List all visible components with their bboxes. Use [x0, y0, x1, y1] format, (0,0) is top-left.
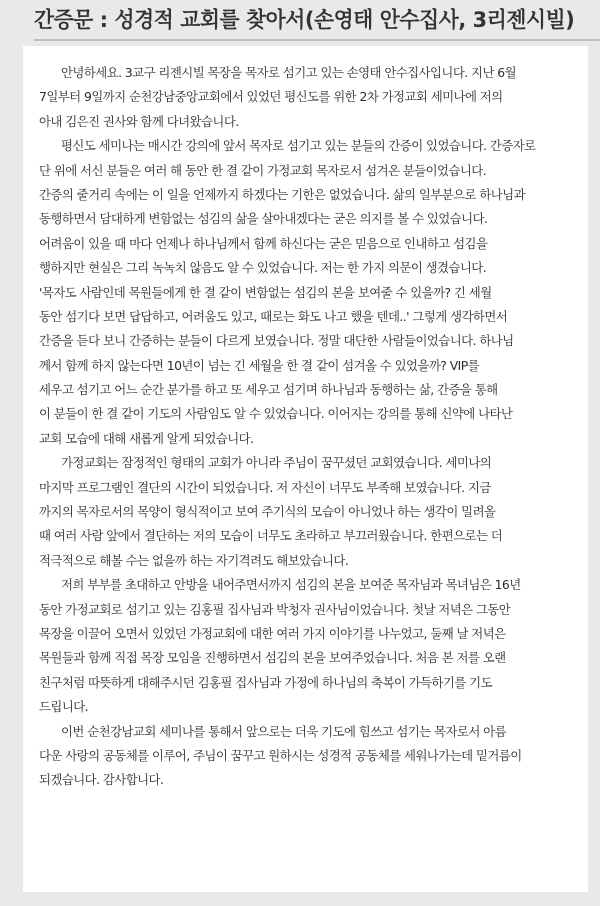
text-line: 까지의 목자로서의 목양이 형식적이고 보여 주기식의 모습이 아니었나 하는 생각이 밀려올: [39, 504, 496, 520]
text-line: 되겠습니다. 감사합니다.: [39, 772, 164, 788]
text-line: 안녕하세요. 3교구 리젠시빌 목장을 목자로 섬기고 있는 손영태 안수집사입니다. 지난 6월: [61, 65, 517, 80]
text-line: 드립니다.: [39, 699, 89, 715]
text-line: 적극적으로 해볼 수는 없을까 하는 자기격려도 해보았습니다.: [39, 552, 349, 568]
article-body: [39, 61, 579, 793]
text-line: 친구처럼 따뜻하게 대해주시던 김홍필 집사님과 가정에 하나님의 축복이 가득하기를 기도: [39, 674, 493, 690]
text-line: 세우고 섬기고 어느 순간 분가를 하고 또 세우고 섬기며 하나님과 동행하는 삶, 간증을 통해: [39, 382, 498, 398]
text-line: 동안 섬기다 보면 답답하고, 어려움도 있고, 때로는 화도 나고 했을 텐데..' 그렇게 생각하면서: [39, 308, 508, 324]
text-line: 어려움이 있을 때 마다 언제나 하나님께서 함께 하신다는 굳은 믿음으로 인내하고 섬김을: [39, 235, 488, 251]
text-line: 목장을 이끌어 오면서 있었던 가정교회에 대한 여러 가지 이야기를 나누었고, 둘째 날 저녁은: [39, 625, 506, 641]
text-line: 마지막 프로그램인 결단의 시간이 되었습니다. 저 자신이 너무도 부족해 보였습니다. 지금: [39, 479, 491, 495]
text-line: 간증의 줄거리 속에는 이 일을 언제까지 하겠다는 기한은 없었습니다. 삶의 일부분으로 하나님과: [39, 186, 526, 202]
page-header: [0, 0, 600, 46]
text-line: 동행하면서 담대하게 변함없는 섬김의 삶을 살아내겠다는 굳은 의지를 볼 수 있었습니다.: [39, 211, 488, 227]
paragraph: [39, 573, 579, 719]
page-title: 간증문 : 성경적 교회를 찾아서(손영태 안수집사, 3리젠시빌): [34, 8, 575, 33]
text-line: 행하지만 현실은 그리 녹녹치 않음도 알 수 있었습니다. 저는 한 가지 의문이 생겼습니다.: [39, 260, 487, 276]
title-divider: [34, 39, 600, 41]
text-line: 아내 김은진 권사와 함께 다녀왔습니다.: [39, 113, 239, 129]
text-line: 간증을 듣다 보니 간증하는 분들이 다르게 보였습니다. 정말 대단한 사람들이었습니다. 하나님: [39, 333, 514, 349]
text-line: 7일부터 9일까지 순천강남중앙교회에서 있었던 평신도를 위한 2차 가정교회 세미나에 저의: [39, 89, 503, 105]
text-line: 단 위에 서신 분들은 여러 해 동안 한 결 같이 가정교회 목자로서 섬겨온 분들이었습니다.: [39, 162, 487, 178]
text-line: 목원들과 함께 직접 목장 모임을 진행하면서 섬김의 본을 보여주었습니다. 처음 본 저를 오랜: [39, 650, 506, 666]
text-line: 다운 사랑의 공동체를 이루어, 주님이 꿈꾸고 원하시는 성경적 공동체를 세워나가는데 밑거름이: [39, 747, 522, 763]
text-line: 저희 부부를 초대하고 안방을 내어주면서까지 섬김의 본을 보여준 목자님과 목녀님은 16년: [61, 577, 521, 593]
text-line: 께서 함께 하지 않는다면 10년이 넘는 긴 세월을 한 결 같이 섬겨올 수 있었을까? VIP를: [39, 357, 480, 373]
text-line: 가정교회는 잠정적인 형태의 교회가 아니라 주님이 꿈꾸셨던 교회였습니다. 세미나의: [61, 455, 492, 471]
paragraph: [39, 720, 579, 793]
text-line: 동안 가정교회로 섬기고 있는 김홍필 집사님과 박청자 권사님이었습니다. 첫날 저녁은 그동안: [39, 601, 511, 617]
paragraph: [39, 61, 579, 134]
paragraph: [39, 134, 579, 451]
text-line: 교회 모습에 대해 새롭게 알게 되었습니다.: [39, 430, 254, 446]
paragraph: [39, 451, 579, 573]
text-line: 이번 순천강남교회 세미나를 통해서 앞으로는 더욱 기도에 힘쓰고 섬기는 목자로서 아름: [61, 723, 506, 739]
text-line: 때 여러 사람 앞에서 결단하는 저의 모습이 너무도 초라하고 부끄러웠습니다. 한편으로는 더: [39, 528, 503, 544]
text-line: 이 분들이 한 결 같이 기도의 사람임도 알 수 있었습니다. 이어지는 강의를 통해 신약에 나타난: [39, 406, 513, 422]
text-line: 평신도 세미나는 매시간 강의에 앞서 목자로 섬기고 있는 분들의 간증이 있었습니다. 간증자로: [61, 138, 536, 154]
text-line: '목자도 사람인데 목원들에게 한 결 같이 변함없는 섬김의 본을 보여줄 수 있을까? 긴 세월: [39, 284, 492, 300]
